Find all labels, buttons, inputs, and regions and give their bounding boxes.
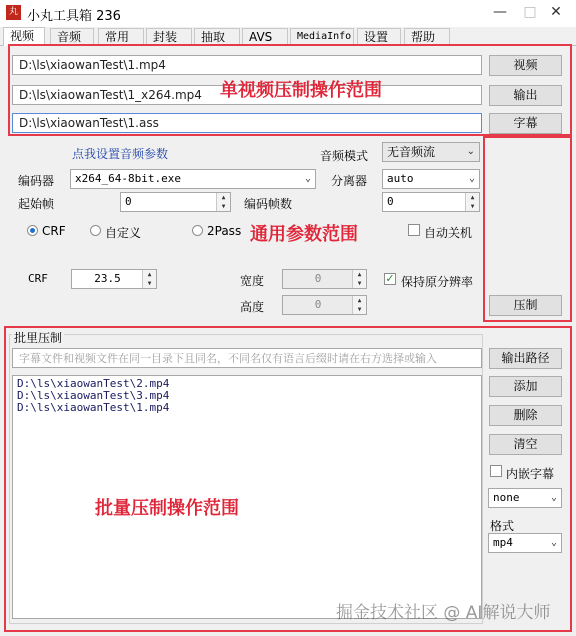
width-label: 宽度 xyxy=(240,274,265,288)
chevron-down-icon: ⌄ xyxy=(304,173,311,184)
compress-button[interactable]: 压制 xyxy=(489,295,562,316)
spin-buttons[interactable]: ▲ ▼ xyxy=(352,296,366,314)
list-item[interactable]: D:\ls\xiaowanTest\3.mp4 xyxy=(17,389,170,402)
maximize-icon[interactable]: □ xyxy=(523,4,537,20)
keep-resolution-checkbox[interactable]: ✓ xyxy=(385,272,395,285)
audio-mode-value: 无音频流 xyxy=(387,145,436,159)
output-path-button[interactable]: 输出路径 xyxy=(489,348,562,369)
splitter-value: auto xyxy=(387,172,414,185)
crf-label: CRF xyxy=(28,272,48,285)
radio-custom-label: 自定义 xyxy=(105,226,142,240)
subtitle-path-field[interactable]: D:\ls\xiaowanTest\1.ass xyxy=(12,113,482,133)
audio-mode-select[interactable] xyxy=(382,142,480,162)
radio-2pass[interactable] xyxy=(192,225,203,236)
batch-file-list[interactable] xyxy=(12,375,482,619)
params-area-annotation: 通用参数范围 xyxy=(250,224,358,245)
window-title: 小丸工具箱 236 xyxy=(27,9,121,24)
radio-crf-label: CRF xyxy=(42,224,66,238)
embed-subtitle-checkbox[interactable] xyxy=(490,465,502,477)
tab-mediainfo[interactable]: MediaInfo xyxy=(290,28,354,44)
splitter-label: 分离器 xyxy=(331,174,368,188)
chevron-down-icon: ⌄ xyxy=(466,146,475,157)
batch-area-annotation: 批量压制操作范围 xyxy=(95,498,239,519)
embed-subtitle-select[interactable] xyxy=(488,488,562,508)
video-button[interactable]: 视频 xyxy=(489,55,562,76)
spin-buttons[interactable]: ▲ ▼ xyxy=(465,193,479,211)
format-label: 格式 xyxy=(490,519,515,533)
embed-subtitle-value: none xyxy=(493,491,520,504)
list-item[interactable]: D:\ls\xiaowanTest\2.mp4 xyxy=(17,377,170,390)
auto-shutdown-checkbox[interactable] xyxy=(408,224,420,236)
audio-settings-link[interactable]: 点我设置音频参数 xyxy=(72,147,169,161)
radio-crf[interactable] xyxy=(27,225,38,236)
app-icon: 丸 xyxy=(6,5,21,20)
format-select[interactable] xyxy=(488,533,562,553)
embed-subtitle-label: 内嵌字幕 xyxy=(506,467,555,481)
spin-buttons[interactable]: ▲ ▼ xyxy=(216,193,230,211)
start-frame-stepper[interactable] xyxy=(120,192,231,212)
spin-buttons[interactable]: ▲ ▼ xyxy=(352,270,366,288)
delete-button[interactable]: 删除 xyxy=(489,405,562,426)
encode-frames-stepper[interactable] xyxy=(382,192,480,212)
output-button[interactable]: 输出 xyxy=(489,85,562,106)
tab-mux[interactable]: 封装 xyxy=(146,28,192,44)
output-path-field[interactable]: D:\ls\xiaowanTest\1_x264.mp4 xyxy=(12,85,482,105)
width-stepper[interactable] xyxy=(282,269,367,289)
encoder-value: x264_64-8bit.exe xyxy=(75,172,181,185)
format-value: mp4 xyxy=(493,536,513,549)
tab-audio[interactable]: 音频 xyxy=(50,28,94,44)
height-label: 高度 xyxy=(240,300,265,314)
minimize-icon[interactable]: — xyxy=(493,4,507,20)
auto-shutdown-label: 自动关机 xyxy=(424,226,473,240)
keep-resolution-label: 保持原分辨率 xyxy=(401,275,474,289)
start-frame-value: 0 xyxy=(125,195,132,208)
tab-common[interactable]: 常用 xyxy=(98,28,144,44)
start-frame-label: 起始帧 xyxy=(18,197,55,211)
tab-video[interactable]: 视频 xyxy=(3,27,45,46)
batch-group-title: 批里压制 xyxy=(14,331,63,345)
subtitle-button[interactable]: 字幕 xyxy=(489,113,562,134)
add-button[interactable]: 添加 xyxy=(489,376,562,397)
radio-custom[interactable] xyxy=(90,225,101,236)
encoder-label: 编码器 xyxy=(18,174,55,188)
height-value: 0 xyxy=(314,298,322,311)
encoder-select[interactable] xyxy=(70,169,316,189)
tab-settings[interactable]: 设置 xyxy=(357,28,401,44)
chevron-down-icon: ⌄ xyxy=(468,173,475,184)
width-value: 0 xyxy=(314,272,322,285)
chevron-down-icon: ⌄ xyxy=(550,537,557,548)
encode-frames-value: 0 xyxy=(387,195,394,208)
spin-buttons[interactable]: ▲ ▼ xyxy=(142,270,156,288)
tab-avs[interactable]: AVS xyxy=(242,28,288,44)
crf-value: 23.5 xyxy=(94,272,121,285)
crf-stepper[interactable] xyxy=(71,269,157,289)
tab-help[interactable]: 帮助 xyxy=(404,28,450,44)
chevron-down-icon: ⌄ xyxy=(550,492,557,503)
splitter-select[interactable] xyxy=(382,169,480,189)
watermark: 掘金技术社区 @ AI解说大师 xyxy=(336,603,551,623)
height-stepper[interactable] xyxy=(282,295,367,315)
audio-mode-label: 音频模式 xyxy=(320,149,369,163)
encode-frames-label: 编码帧数 xyxy=(244,197,293,211)
list-item[interactable]: D:\ls\xiaowanTest\1.mp4 xyxy=(17,401,170,414)
tab-extract[interactable]: 抽取 xyxy=(194,28,240,44)
batch-hint-field[interactable]: 字幕文件和视频文件在同一目录下且同名，不同名仅有语言后缀时请在右方选择或输入 xyxy=(12,348,482,368)
radio-2pass-label: 2Pass xyxy=(207,224,242,238)
clear-button[interactable]: 清空 xyxy=(489,434,562,455)
single-area-annotation: 单视频压制操作范围 xyxy=(220,80,382,101)
close-icon[interactable]: ✕ xyxy=(550,4,562,20)
video-path-field[interactable]: D:\ls\xiaowanTest\1.mp4 xyxy=(12,55,482,75)
